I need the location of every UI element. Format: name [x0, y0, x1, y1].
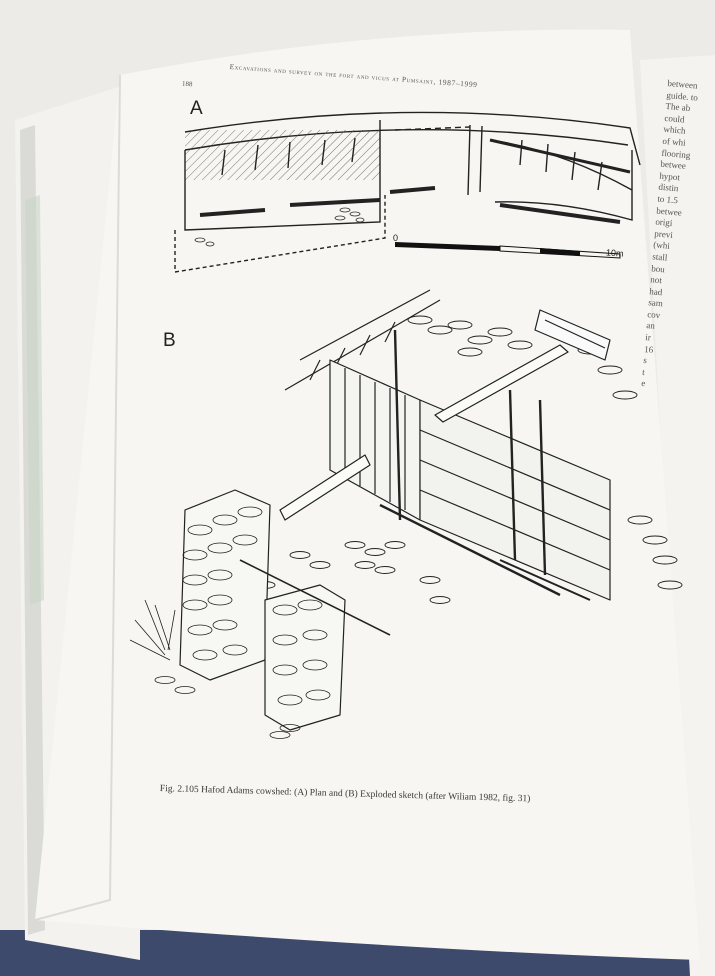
- panel-b-label: B: [163, 330, 176, 351]
- facing-page-line: which: [663, 124, 686, 137]
- facing-page-line: had: [648, 285, 663, 297]
- facing-page-line: bou: [650, 262, 666, 274]
- facing-page-line: betwee: [656, 205, 683, 218]
- facing-page-line: ir: [644, 332, 652, 343]
- facing-page-line: flooring: [661, 147, 691, 160]
- page-number: 188: [181, 79, 193, 89]
- facing-page-line: stall: [651, 251, 668, 263]
- running-head: Excavations and survey on the fort and vicus at Pumsaint, 1987–1999: [229, 62, 478, 90]
- facing-page-line: origi: [655, 216, 673, 229]
- facing-page-line: hypot: [659, 170, 681, 183]
- facing-page-line: s: [642, 355, 648, 366]
- facing-page-line: previ: [653, 228, 674, 240]
- facing-page-line: an: [645, 320, 656, 332]
- scale-end-label: 10m: [605, 247, 624, 259]
- facing-page-line: to 1.5: [657, 193, 679, 206]
- facing-page-line: guide. to: [666, 89, 699, 103]
- facing-page-line: could: [664, 112, 685, 125]
- facing-page-line: betwee: [660, 158, 687, 172]
- scale-start-label: 0: [393, 233, 399, 243]
- facing-page-line: e: [640, 378, 646, 389]
- facing-page-line: The ab: [665, 101, 691, 114]
- facing-page-line: between: [667, 78, 698, 91]
- facing-page-line: not: [649, 274, 663, 286]
- facing-page-line: (whi: [652, 239, 671, 252]
- figure-caption: Fig. 2.105 Hafod Adams cowshed: (A) Plan and (B) Exploded sketch (after Wiliam 1982, fig. 31): [159, 784, 531, 805]
- facing-page-line: of whi: [662, 135, 687, 148]
- facing-page-line: sam: [647, 297, 664, 309]
- facing-page-line: 16: [643, 343, 654, 355]
- facing-page-line: t: [641, 366, 646, 377]
- facing-page-line: cov: [646, 308, 661, 321]
- panel-a-label: A: [190, 98, 203, 119]
- facing-page-line: distin: [658, 181, 679, 194]
